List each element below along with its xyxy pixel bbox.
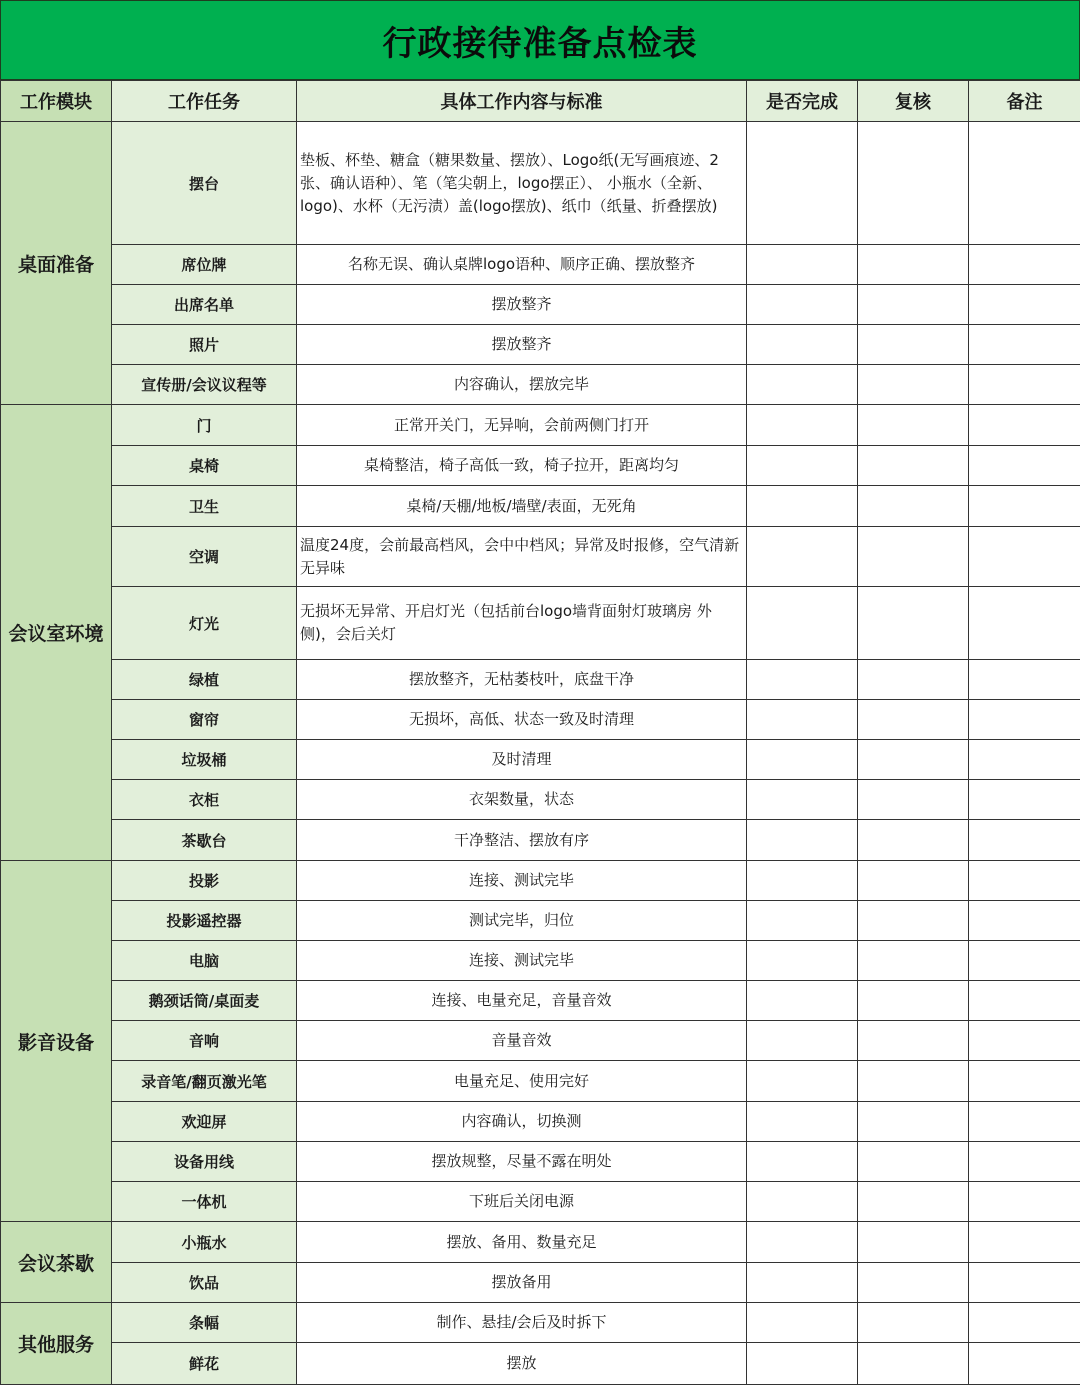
note-cell[interactable]: [969, 1303, 1080, 1343]
header-module: 工作模块: [1, 81, 112, 122]
table-row: [1, 245, 1080, 285]
task-cell: 窗帘: [112, 700, 297, 740]
module-cell: 会议室环境: [1, 405, 112, 861]
table-row: [1, 820, 1080, 861]
review-cell[interactable]: [858, 285, 969, 325]
review-cell[interactable]: [858, 820, 969, 861]
task-cell: 条幅: [112, 1303, 297, 1343]
note-cell[interactable]: [969, 1142, 1080, 1182]
done-cell[interactable]: [747, 740, 858, 780]
done-cell[interactable]: [747, 365, 858, 405]
content-cell: 内容确认，摆放完毕: [297, 365, 747, 405]
task-cell: 席位牌: [112, 245, 297, 285]
task-cell: 设备用线: [112, 1142, 297, 1182]
done-cell[interactable]: [747, 981, 858, 1021]
header-done: 是否完成: [747, 81, 858, 122]
task-cell: 音响: [112, 1021, 297, 1061]
content-cell: 垫板、杯垫、糖盒（糖果数量、摆放）、Logo纸(无写画痕迹、2张、确认语种）、笔（笔尖朝上，logo摆正）、 小瓶水（全新、logo)、水杯（无污渍）盖(logo摆放)、纸巾（纸量、折叠摆放): [297, 122, 747, 245]
done-cell[interactable]: [747, 1263, 858, 1303]
note-cell[interactable]: [969, 122, 1080, 245]
note-cell[interactable]: [969, 1182, 1080, 1222]
task-cell: 投影: [112, 861, 297, 901]
done-cell[interactable]: [747, 527, 858, 587]
table-row: [1, 365, 1080, 405]
task-cell: 宣传册/会议议程等: [112, 365, 297, 405]
task-cell: 一体机: [112, 1182, 297, 1222]
table-row: [1, 861, 1080, 901]
task-cell: 小瓶水: [112, 1222, 297, 1263]
task-cell: 摆台: [112, 122, 297, 245]
done-cell[interactable]: [747, 1102, 858, 1142]
review-cell[interactable]: [858, 700, 969, 740]
done-cell[interactable]: [747, 820, 858, 861]
content-cell: 桌椅整洁，椅子高低一致，椅子拉开，距离均匀: [297, 446, 747, 486]
table-row: [1, 1303, 1080, 1343]
content-cell: 无损坏无异常、开启灯光（包括前台logo墙背面射灯玻璃房 外侧)，会后关灯: [297, 587, 747, 660]
review-cell[interactable]: [858, 861, 969, 901]
content-cell: 测试完毕，归位: [297, 901, 747, 941]
task-cell: 桌椅: [112, 446, 297, 486]
module-cell: 其他服务: [1, 1303, 112, 1385]
table-row: [1, 405, 1080, 446]
review-cell[interactable]: [858, 325, 969, 365]
task-cell: 录音笔/翻页激光笔: [112, 1061, 297, 1102]
task-cell: 出席名单: [112, 285, 297, 325]
done-cell[interactable]: [747, 1142, 858, 1182]
content-cell: 制作、悬挂/会后及时拆下: [297, 1303, 747, 1343]
content-cell: 干净整洁、摆放有序: [297, 820, 747, 861]
content-cell: 摆放: [297, 1343, 747, 1385]
table-row: [1, 446, 1080, 486]
review-cell[interactable]: [858, 660, 969, 700]
done-cell[interactable]: [747, 245, 858, 285]
note-cell[interactable]: [969, 587, 1080, 660]
note-cell[interactable]: [969, 941, 1080, 981]
done-cell[interactable]: [747, 1061, 858, 1102]
note-cell[interactable]: [969, 901, 1080, 941]
task-cell: 电脑: [112, 941, 297, 981]
task-cell: 鹅颈话筒/桌面麦: [112, 981, 297, 1021]
done-cell[interactable]: [747, 122, 858, 245]
done-cell[interactable]: [747, 285, 858, 325]
note-cell[interactable]: [969, 405, 1080, 446]
task-cell: 门: [112, 405, 297, 446]
task-cell: 卫生: [112, 486, 297, 527]
table-row: [1, 1263, 1080, 1303]
content-cell: 摆放、备用、数量充足: [297, 1222, 747, 1263]
done-cell[interactable]: [747, 660, 858, 700]
done-cell[interactable]: [747, 446, 858, 486]
note-cell[interactable]: [969, 527, 1080, 587]
done-cell[interactable]: [747, 780, 858, 820]
note-cell[interactable]: [969, 365, 1080, 405]
note-cell[interactable]: [969, 740, 1080, 780]
review-cell[interactable]: [858, 1263, 969, 1303]
review-cell[interactable]: [858, 245, 969, 285]
checklist-table: [0, 80, 1080, 1385]
review-cell[interactable]: [858, 941, 969, 981]
table-row: [1, 486, 1080, 527]
task-cell: 饮品: [112, 1263, 297, 1303]
table-row: [1, 1102, 1080, 1142]
header-row: [1, 81, 1080, 122]
done-cell[interactable]: [747, 486, 858, 527]
done-cell[interactable]: [747, 1182, 858, 1222]
done-cell[interactable]: [747, 861, 858, 901]
note-cell[interactable]: [969, 1222, 1080, 1263]
header-task: 工作任务: [112, 81, 297, 122]
done-cell[interactable]: [747, 587, 858, 660]
done-cell[interactable]: [747, 1222, 858, 1263]
module-cell: 影音设备: [1, 861, 112, 1222]
task-cell: 衣柜: [112, 780, 297, 820]
content-cell: 桌椅/天棚/地板/墙壁/表面，无死角: [297, 486, 747, 527]
header-note: 备注: [969, 81, 1080, 122]
task-cell: 灯光: [112, 587, 297, 660]
content-cell: 名称无误、确认桌牌logo语种、顺序正确、摆放整齐: [297, 245, 747, 285]
content-cell: 摆放整齐，无枯萎枝叶，底盘干净: [297, 660, 747, 700]
table-row: [1, 1061, 1080, 1102]
note-cell[interactable]: [969, 285, 1080, 325]
content-cell: 正常开关门，无异响，会前两侧门打开: [297, 405, 747, 446]
review-cell[interactable]: [858, 1142, 969, 1182]
table-row: [1, 660, 1080, 700]
module-cell: 桌面准备: [1, 122, 112, 405]
task-cell: 欢迎屏: [112, 1102, 297, 1142]
review-cell[interactable]: [858, 1222, 969, 1263]
note-cell[interactable]: [969, 1102, 1080, 1142]
content-cell: 衣架数量，状态: [297, 780, 747, 820]
table-row: [1, 1222, 1080, 1263]
table-row: [1, 587, 1080, 660]
header-content: 具体工作内容与标准: [297, 81, 747, 122]
table-row: [1, 325, 1080, 365]
content-cell: 温度24度，会前最高档风，会中中档风；异常及时报修，空气清新无异味: [297, 527, 747, 587]
table-row: [1, 527, 1080, 587]
note-cell[interactable]: [969, 660, 1080, 700]
review-cell[interactable]: [858, 365, 969, 405]
review-cell[interactable]: [858, 486, 969, 527]
content-cell: 摆放规整，尽量不露在明处: [297, 1142, 747, 1182]
module-cell: 会议茶歇: [1, 1222, 112, 1303]
review-cell[interactable]: [858, 901, 969, 941]
note-cell[interactable]: [969, 486, 1080, 527]
note-cell[interactable]: [969, 780, 1080, 820]
review-cell[interactable]: [858, 1182, 969, 1222]
review-cell[interactable]: [858, 405, 969, 446]
note-cell[interactable]: [969, 446, 1080, 486]
done-cell[interactable]: [747, 325, 858, 365]
task-cell: 鲜花: [112, 1343, 297, 1385]
note-cell[interactable]: [969, 700, 1080, 740]
review-cell[interactable]: [858, 446, 969, 486]
review-cell[interactable]: [858, 1021, 969, 1061]
table-row: [1, 941, 1080, 981]
table-row: [1, 1343, 1080, 1385]
content-cell: 摆放备用: [297, 1263, 747, 1303]
content-cell: 连接、测试完毕: [297, 861, 747, 901]
review-cell[interactable]: [858, 587, 969, 660]
table-row: [1, 1182, 1080, 1222]
note-cell[interactable]: [969, 1021, 1080, 1061]
review-cell[interactable]: [858, 1303, 969, 1343]
task-cell: 投影遥控器: [112, 901, 297, 941]
content-cell: 及时清理: [297, 740, 747, 780]
table-row: [1, 1142, 1080, 1182]
note-cell[interactable]: [969, 1263, 1080, 1303]
note-cell[interactable]: [969, 325, 1080, 365]
review-cell[interactable]: [858, 527, 969, 587]
content-cell: 连接、电量充足，音量音效: [297, 981, 747, 1021]
task-cell: 垃圾桶: [112, 740, 297, 780]
table-row: [1, 700, 1080, 740]
review-cell[interactable]: [858, 1343, 969, 1385]
content-cell: 摆放整齐: [297, 325, 747, 365]
content-cell: 内容确认，切换测: [297, 1102, 747, 1142]
content-cell: 电量充足、使用完好: [297, 1061, 747, 1102]
note-cell[interactable]: [969, 1061, 1080, 1102]
done-cell[interactable]: [747, 1303, 858, 1343]
note-cell[interactable]: [969, 245, 1080, 285]
done-cell[interactable]: [747, 1021, 858, 1061]
review-cell[interactable]: [858, 1102, 969, 1142]
note-cell[interactable]: [969, 1343, 1080, 1385]
task-cell: 绿植: [112, 660, 297, 700]
done-cell[interactable]: [747, 941, 858, 981]
note-cell[interactable]: [969, 820, 1080, 861]
note-cell[interactable]: [969, 861, 1080, 901]
header-review: 复核: [858, 81, 969, 122]
review-cell[interactable]: [858, 122, 969, 245]
review-cell[interactable]: [858, 780, 969, 820]
task-cell: 照片: [112, 325, 297, 365]
table-row: [1, 981, 1080, 1021]
review-cell[interactable]: [858, 740, 969, 780]
content-cell: 连接、测试完毕: [297, 941, 747, 981]
content-cell: 音量音效: [297, 1021, 747, 1061]
done-cell[interactable]: [747, 700, 858, 740]
table-row: [1, 901, 1080, 941]
review-cell[interactable]: [858, 981, 969, 1021]
table-row: [1, 1021, 1080, 1061]
task-cell: 茶歇台: [112, 820, 297, 861]
content-cell: 下班后关闭电源: [297, 1182, 747, 1222]
sheet-title: 行政接待准备点检表: [0, 0, 1080, 80]
table-row: [1, 740, 1080, 780]
content-cell: 摆放整齐: [297, 285, 747, 325]
table-row: [1, 122, 1080, 245]
done-cell[interactable]: [747, 901, 858, 941]
task-cell: 空调: [112, 527, 297, 587]
note-cell[interactable]: [969, 981, 1080, 1021]
review-cell[interactable]: [858, 1061, 969, 1102]
table-row: [1, 285, 1080, 325]
done-cell[interactable]: [747, 1343, 858, 1385]
table-row: [1, 780, 1080, 820]
done-cell[interactable]: [747, 405, 858, 446]
content-cell: 无损坏，高低、状态一致及时清理: [297, 700, 747, 740]
